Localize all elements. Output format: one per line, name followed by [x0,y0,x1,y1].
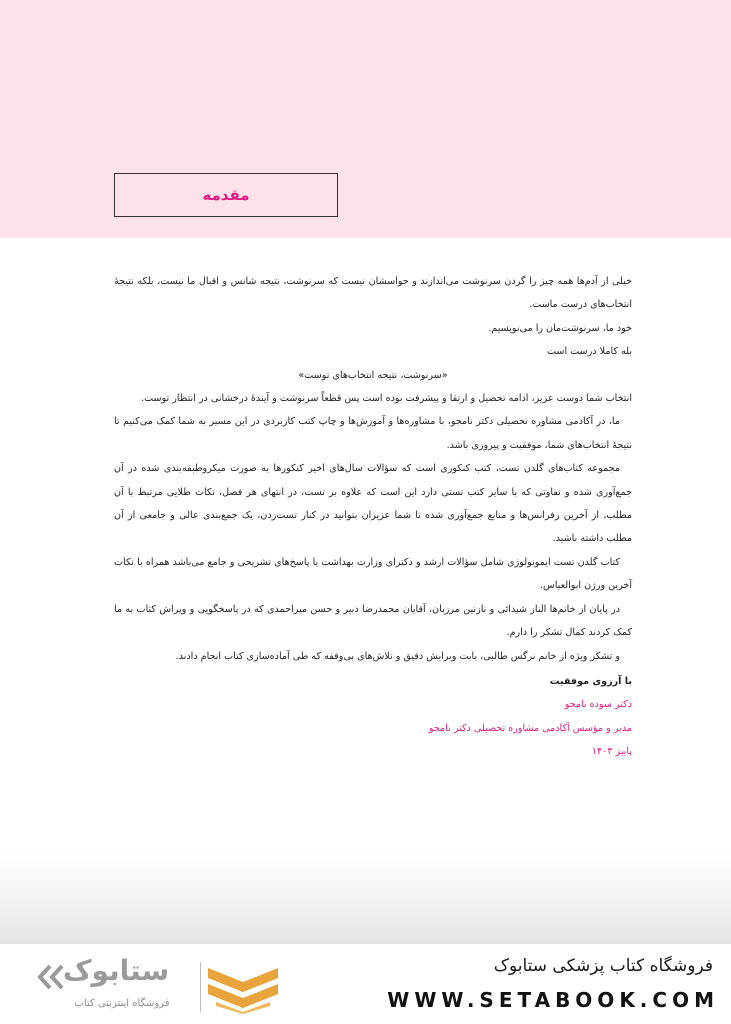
paragraph-list [114,270,632,668]
book-chevron-icon [206,964,280,1014]
author-name: دکتر سوده نامجو [564,699,632,711]
logo-divider [200,962,201,1012]
paragraph: مجموعه کتاب‌های گلدن تست، کتب کنکوری است که سؤالات سال‌های اخیر کنکورها به صورت میکروطبقه‌بندی شده در آن جمع‌آوری شده و تفاوتی که با سایر کتب تستی دارد این است که علاوه بر تست، در انتهای هر فصل، نکات طلایی مرتبط با آن مطلب، از آخرین رفرانس‌ها و منابع جمع‌آوری شده تا شما عزیزان بتوانید در کنار تست‌زدن، یک جمع‌بندی عالی و جامعی از آن مطلب داشته باشید. [114,463,632,545]
paragraph: ما، در آکادمی مشاوره تحصیلی دکتر نامجو، با مشاوره‌ها و آموزش‌ها و چاپ کتب کاربردی در این مسیر به شما کمک می‌کنیم تا نتیجهٔ انتخاب‌های شما، موفقیت و پیروزی باشد. [114,416,632,451]
paragraph: خیلی از آدم‌ها همه چیز را گردن سرنوشت می‌اندازند و حواسشان نیست که سرنوشت، نتیجه شانس و اقبال ما نیست، بلکه نتیجهٔ انتخاب‌های درست ماست. [114,276,632,311]
chapter-title-box [114,173,338,217]
publish-date: پاییز ۱۴۰۳ [591,746,632,758]
paragraph: خود ما، سرنوشت‌مان را می‌نویسیم. [488,322,632,334]
paragraph: کتاب گلدن تست ایمونولوژی شامل سؤالات ارشد و دکترای وزارت بهداشت با پاسخ‌های تشریحی و جامع می‌باشد همراه با نکات آخرین ورژن ابوالعباس. [114,556,632,592]
author-position: مدیر و مؤسس آکادمی مشاوره تحصیلی دکتر نامجو [428,722,632,734]
paragraph: و تشکر ویژه از خانم نرگس طالبی، بابت ویرایش دقیق و تلاش‌های بی‌وقفه که طی آماده‌سازی کتاب انجام دادند. [175,650,620,662]
paragraph: «سرنوشت، نتیجه انتخاب‌های توست» [298,369,448,381]
paragraph: بله کاملا درست است [547,346,632,358]
store-url[interactable]: WWW.SETABOOK.COM [387,988,719,1012]
logo-wordmark: ستابوک [62,954,170,987]
logo-tagline: فروشگاه اینترنتی کتاب [74,998,170,1009]
signature-block [114,670,632,764]
body-text [114,270,632,764]
header-band [0,0,731,238]
paragraph: انتخاب شما دوست عزیز، ادامه تحصیل و ارتقا و پیشرفت بوده است پس قطعاً سرنوشت و آیندهٔ درخشانی در انتظار توست. [141,393,632,405]
store-name: فروشگاه کتاب پزشکی ستابوک [493,956,713,976]
chapter-title: مقدمه [202,186,250,204]
paragraph: در پایان از خانم‌ها الناز شیدائی و نازنین مرزبان، آقایان محمدرضا دبیر و حسن میراحمدی که در پاسخگویی و ویراش کتاب به ما کمک کردند کمال تشکر را دارم. [114,603,632,639]
page-shadow [0,850,731,945]
store-footer [0,944,731,1024]
closing-wish: با آرزوی موفقیت [549,675,632,687]
